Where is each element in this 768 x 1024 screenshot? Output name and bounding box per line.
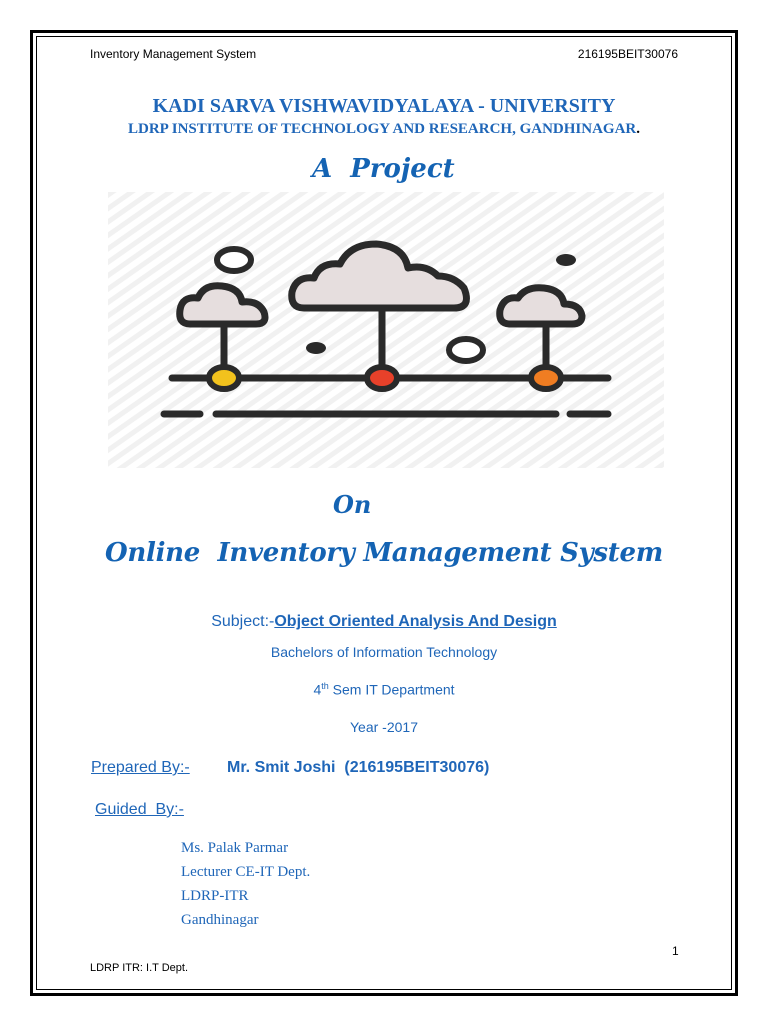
- guided-by-label: Guided By:-: [95, 801, 184, 818]
- node-yellow-icon: [209, 367, 239, 389]
- institute-name-text: LDRP INSTITUTE OF TECHNOLOGY AND RESEARCH, GANDHINAGAR: [127, 121, 637, 137]
- degree-name: Bachelors of Information Technology: [270, 644, 498, 660]
- institute-period: .: [636, 121, 641, 137]
- semester-number: 4: [313, 681, 322, 698]
- subject-label: Subject:-: [211, 613, 275, 630]
- header-enrollment: 216195BEIT30076: [577, 47, 678, 61]
- dot-icon-center: [306, 342, 326, 354]
- guide-city: Gandhinagar: [181, 912, 259, 928]
- page-number: 1: [672, 944, 679, 958]
- subject-line: [0, 613, 768, 631]
- project-title: Online Inventory Management System: [105, 538, 663, 568]
- node-orange-icon: [531, 367, 561, 389]
- institute-name: [0, 121, 768, 138]
- prepared-by-value: Mr. Smit Joshi (216195BEIT30076): [227, 759, 490, 776]
- guide-institute: LDRP-ITR: [181, 888, 249, 904]
- semester-line: [0, 681, 768, 698]
- guide-designation: Lecturer CE-IT Dept.: [181, 864, 311, 880]
- node-red-icon: [367, 367, 397, 389]
- ring-icon-top-left: [217, 249, 251, 271]
- dot-icon-top-right: [556, 254, 576, 266]
- guide-name: Ms. Palak Parmar: [181, 840, 289, 856]
- cloud-network-icon: [108, 192, 664, 468]
- semester-suffix: th: [321, 681, 329, 691]
- header-title: Inventory Management System: [90, 47, 257, 61]
- prepared-by-label: Prepared By:-: [91, 759, 190, 776]
- ring-icon-center: [449, 339, 483, 361]
- subject-value: Object Oriented Analysis And Design: [274, 613, 557, 630]
- year-line: Year -2017: [350, 719, 418, 735]
- on-text: On: [333, 490, 372, 519]
- semester-rest: Sem IT Department: [328, 681, 455, 698]
- project-heading: A Project: [312, 154, 455, 184]
- footer-text: LDRP ITR: I.T Dept.: [90, 962, 189, 974]
- illustration-background: [108, 192, 664, 468]
- university-name: KADI SARVA VISHWAVIDYALAYA - UNIVERSITY: [152, 95, 616, 117]
